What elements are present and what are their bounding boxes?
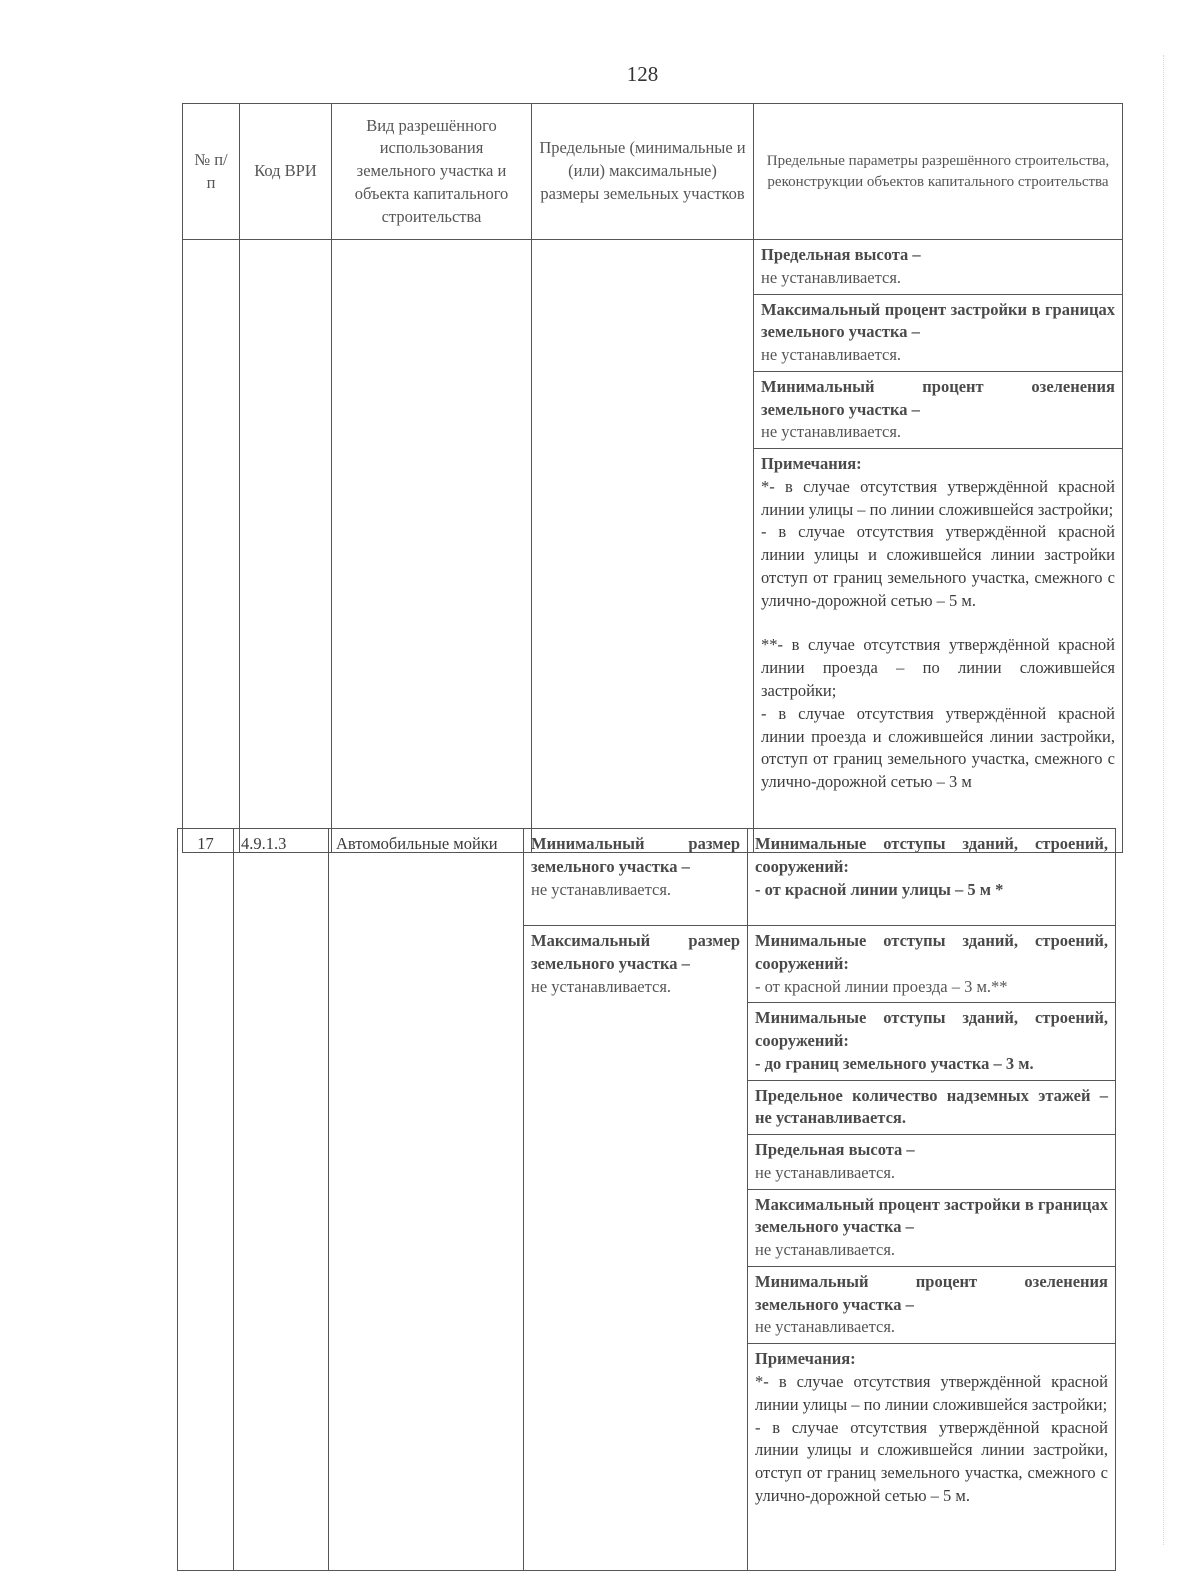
continued-size-cell — [532, 240, 754, 853]
notes-cell — [748, 1344, 1116, 1571]
zoning-table-lower — [177, 828, 1116, 1571]
setback1-cell — [748, 829, 1116, 926]
row-code: 4.9.1.3 — [241, 834, 287, 853]
zoning-table-upper — [182, 103, 1123, 853]
param-height-cell — [754, 240, 1123, 295]
note-gap — [761, 612, 1115, 634]
row-use: Автомобильные мойки — [336, 834, 498, 853]
green-pct-title: Минимальный процент озеленения земельного участка – — [755, 1271, 1108, 1314]
max-size-cell — [524, 926, 748, 1571]
height-cell — [748, 1135, 1116, 1190]
note-text: - в случае отсутствия утверждённой красной линии улицы и сложившейся линии застройки отступ от границ земельного участка, смежного с улично-дорожной сетью – 5 м. — [761, 522, 1115, 610]
min-size-value: не устанавливается. — [531, 879, 672, 899]
height-value: не устанавливается. — [755, 1162, 896, 1182]
param-height-value: не устанавливается. — [761, 267, 902, 287]
param-notes-cell — [754, 449, 1123, 853]
header-num: № п/п — [183, 104, 240, 240]
param-height-title: Предельная высота – — [761, 245, 921, 264]
max-size-value: не устанавливается. — [531, 976, 672, 996]
floors-cell — [748, 1080, 1116, 1135]
row-code-cell — [234, 829, 329, 1571]
table-row — [178, 829, 1116, 926]
param-build-pct-value: не устанавливается. — [761, 345, 902, 365]
param-build-pct-cell — [754, 294, 1123, 371]
setback2-value: - от красной линии проезда – 3 м.** — [755, 976, 1008, 996]
param-build-pct-title: Максимальный процент застройки в границах земельного участка – — [761, 299, 1115, 342]
table-row-continued — [183, 240, 1123, 295]
header-params: Предельные параметры разрешённого строительства, реконструкции объектов капитального строительства — [754, 104, 1123, 240]
min-size-cell — [524, 829, 748, 926]
setback3-value: - до границ земельного участка – 3 м. — [755, 1053, 1034, 1073]
setback1-value: - от красной линии улицы – 5 м * — [755, 879, 1004, 899]
scan-edge-line — [1163, 55, 1164, 1545]
notes-title: Примечания: — [761, 454, 862, 474]
header-size: Предельные (минимальные и (или) максимальные) размеры земельных участков — [532, 104, 754, 240]
param-green-pct-cell — [754, 371, 1123, 448]
setback1-title: Минимальные отступы зданий, строений, сооружений: — [755, 834, 1108, 876]
row-num-cell — [178, 829, 234, 1571]
row-num: 17 — [197, 834, 214, 853]
param-green-pct-title: Минимальный процент озеленения земельного участка – — [761, 376, 1115, 419]
setback3-title: Минимальные отступы зданий, строений, сооружений: — [755, 1008, 1108, 1051]
note-text: *- в случае отсутствия утверждённой красной линии улицы – по линии сложившейся застройки; — [761, 476, 1115, 519]
build-pct-title: Максимальный процент застройки в границах земельного участка – — [755, 1194, 1108, 1237]
notes-title: Примечания: — [755, 1349, 856, 1369]
setback2-cell — [748, 926, 1116, 1003]
param-green-pct-value: не устанавливается. — [761, 422, 902, 442]
green-pct-cell — [748, 1266, 1116, 1343]
max-size-title: Максимальный размер земельного участка – — [531, 931, 740, 973]
min-size-title: Минимальный размер земельного участка – — [531, 834, 740, 876]
header-use: Вид разрешённого использования земельного участка и объекта капитального строительства — [332, 104, 532, 240]
build-pct-cell — [748, 1189, 1116, 1266]
setback2-title: Минимальные отступы зданий, строений, сооружений: — [755, 931, 1108, 973]
floors-text: Предельное количество надземных этажей – не устанавливается. — [755, 1085, 1108, 1128]
continued-code-cell — [240, 240, 332, 853]
note-text: - в случае отсутствия утверждённой красной линии проезда и сложившейся линии застройки, отступ от границ земельного участка, смежного с улично-дорожной сетью – 3 м — [761, 703, 1115, 792]
header-code: Код ВРИ — [240, 104, 332, 240]
height-title: Предельная высота – — [755, 1140, 915, 1160]
row-use-cell — [329, 829, 524, 1571]
continued-num-cell — [183, 240, 240, 853]
build-pct-value: не устанавливается. — [755, 1240, 896, 1260]
note-text: - в случае отсутствия утверждённой красной линии улицы и сложившейся линии застройки, отступ от границ земельного участка, смежного с улично-дорожной сетью – 5 м. — [755, 1417, 1108, 1505]
note-text: **- в случае отсутствия утверждённой красной линии проезда – по линии сложившейся застройки; — [761, 635, 1115, 701]
setback3-cell — [748, 1003, 1116, 1080]
note-text: *- в случае отсутствия утверждённой красной линии улицы – по линии сложившейся застройки; — [755, 1372, 1108, 1414]
continued-use-cell — [332, 240, 532, 853]
page-number: 128 — [626, 62, 659, 86]
green-pct-value: не устанавливается. — [755, 1317, 896, 1337]
table-header-row — [183, 104, 1123, 240]
